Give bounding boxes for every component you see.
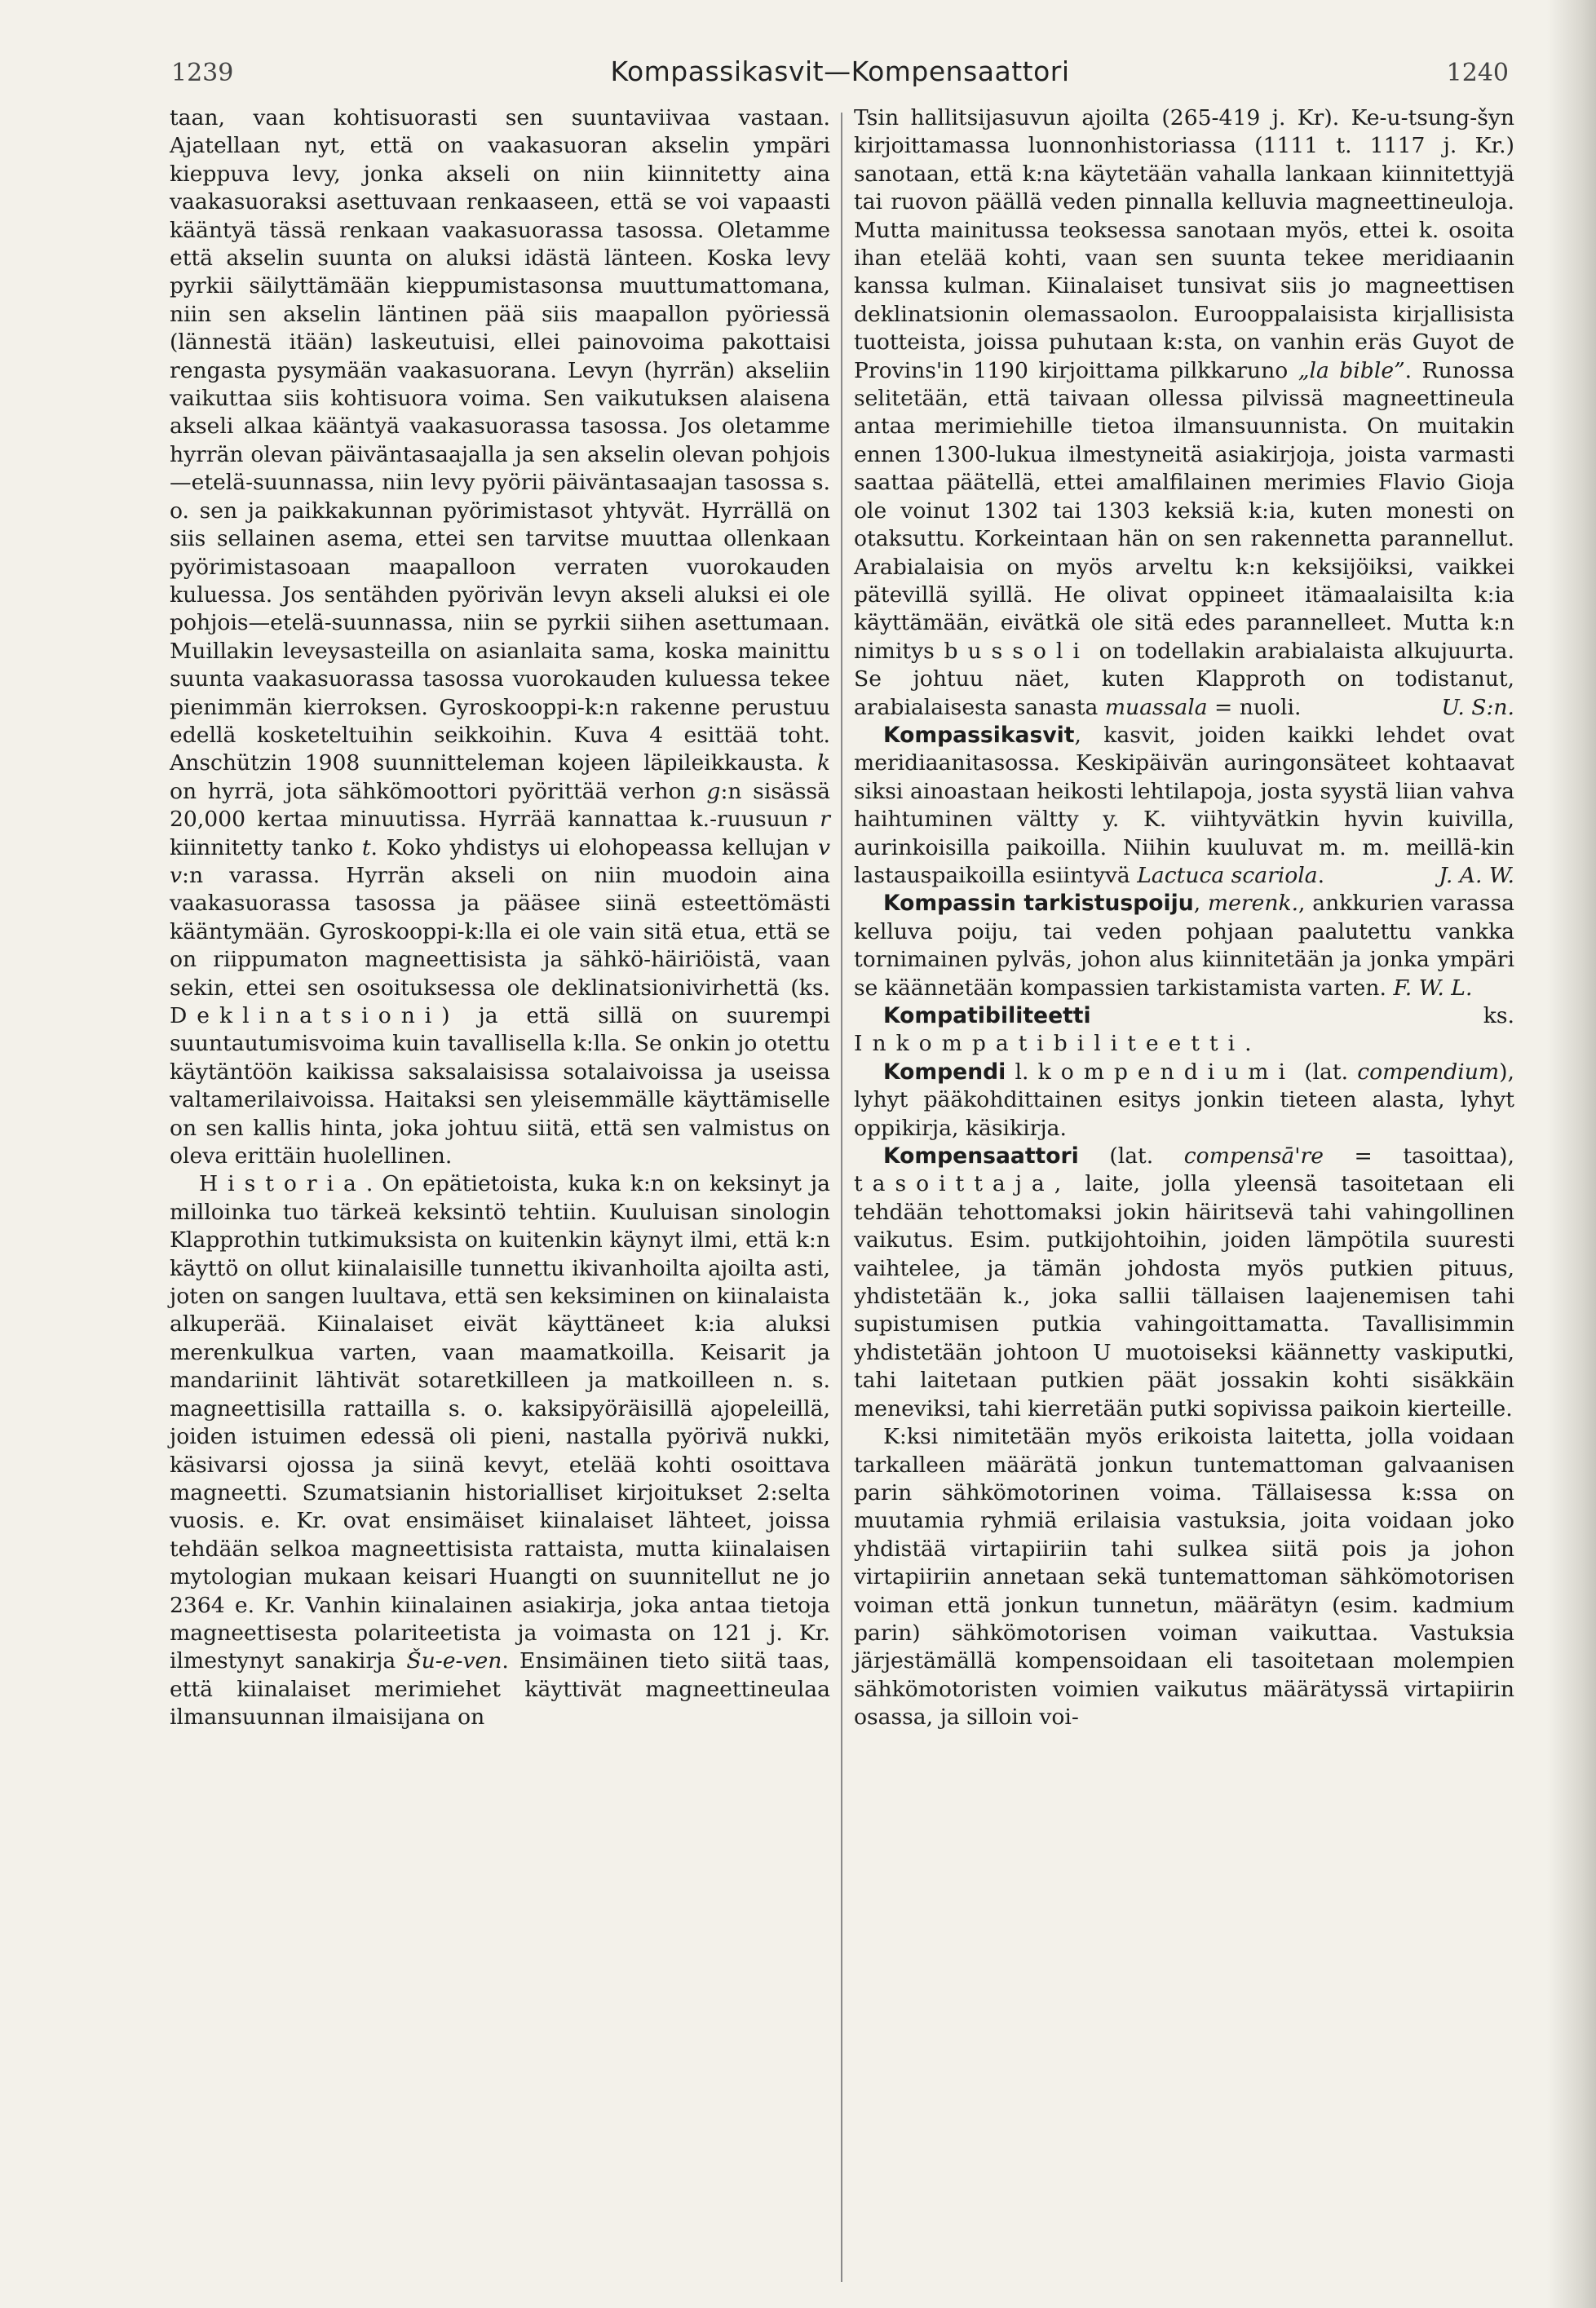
dictionary-title: Šu-e-ven: [406, 1648, 502, 1674]
scan-edge-shadow: [1547, 0, 1596, 2308]
finnish-term: tasoittaja: [854, 1171, 1054, 1197]
variant-term: kompendiumi: [1037, 1059, 1295, 1085]
kompensaattori-paragraph-2: K:ksi nimitetään myös erikoista laitetta, jolla voidaan tarkalleen määrätä jonkun tuntemattoman galvaanisen parin sähkömotorinen voima. Tällaisessa k:ssa on muutamia ryhmiä erilaisia vastuksia, joita voidaan joko yhdistää virtapiiriin tahi sulkea siitä pois ja johon virtapiiriin annetaan sekä tuntemattoman sähkömotorisen voiman että jonkun tunnetun, määrätyn (esim. kadmium parin) sähkömotorisen voiman vaikuttaa. Vastuksia järjestämällä kompensoidaan eli tasoitetaan molempien sähkömotoristen voimien vaikutus määrätyssä virtapiirin osassa, ja silloin voi-: [854, 1424, 1514, 1731]
right-column: [854, 104, 1514, 2290]
left-column: [170, 104, 830, 2290]
cross-reference: Inkompatibiliteetti: [854, 1031, 1245, 1057]
symbol-v2: v: [170, 862, 183, 888]
entry-heading: Kompassikasvit: [883, 722, 1075, 748]
author-signature: F. W. L.: [1393, 975, 1473, 1001]
page-number-right: 1240: [1446, 59, 1509, 87]
entry-kompassikasvit: Kompassikasvit, kasvit, joiden kaikki lehdet ovat meridiaanitasossa. Keskipäivän auringonsäteet kohtaavat siksi ainoastaan heikosti lehtilapoja, josta syystä liian vahva haihtuminen vältty y. K. viihtyvätkin hyvin kuivilla, aurinkoisilla paikoilla. Niihin kuuluvat m. m. meillä-kin lastauspaikoilla esiintyvä Lactuca scariola. J. A. W.: [854, 722, 1514, 890]
entry-kompendi: Kompendi l. kompendiumi (lat. compendium), lyhyt pääkohdittainen esitys jonkin tieteen alasta, lyhyt oppikirja, käsikirja.: [854, 1059, 1514, 1141]
cross-reference-deklinatsioni: Deklinatsioni: [170, 1003, 442, 1028]
poem-title: „la bible”: [1298, 357, 1405, 383]
page-number-left: 1239: [171, 59, 234, 87]
symbol-r: r: [820, 807, 830, 833]
history-heading: Historia: [199, 1171, 366, 1197]
column-divider: [841, 113, 842, 2282]
entry-kompatibiliteetti: Kompatibiliteetti ks. Inkompatibiliteetti.: [854, 1003, 1514, 1057]
entry-heading: Kompendi: [883, 1059, 1006, 1085]
symbol-v: v: [817, 834, 830, 860]
symbol-k: k: [816, 750, 830, 776]
entry-kompassin-tarkistuspoiju: Kompassin tarkistuspoiju, merenk., ankkurien varassa kelluva poiju, tai veden pohjaan paalutettu vankka tornimainen pylväs, johon alus kiinnitetään ja jonka ympäri se käännetään kompassien tarkistamista varten. F. W. L.: [854, 891, 1514, 1001]
species-name: Lactuca scariola: [1137, 862, 1318, 888]
entry-heading: Kompensaattori: [883, 1143, 1079, 1169]
entry-heading: Kompassin tarkistuspoiju: [883, 891, 1194, 917]
term-muassala: muassala: [1104, 694, 1208, 720]
history-continued: Tsin hallitsijasuvun ajoilta (265-419 j. Kr). Ke-u-tsung-šyn kirjoittamassa luonnonhistoriassa (1111 t. 1117 j. Kr.) sanotaan, että k:na käytetään vahalla lankaan kiinnitettyjä tai ruovon päällä veden pinnalla kelluvia magneettineuloja. Mutta mainitussa teoksessa sanotaan myös, ettei k. osoita ihan etelää kohti, vaan sen suunta tekee meridiaanin kanssa kulman. Kiinalaiset tunsivat siis jo magneettisen deklinatsionin olemassaolon. Eurooppalaisista kirjallisista tuotteista, joissa puhutaan k:sta, on vanhin eräs Guyot de Provins'in 1190 kirjoittama pilkkaruno „la bible”. Runossa selitetään, että taivaan ollessa pilvissä magneettineula antaa merimiehille tietoa ilmansuunnista. On muitakin ennen 1300-lukua ilmestyneitä asiakirjoja, joista varmasti saattaa päätellä, ettei amalfilainen merimies Flavio Gioja ole voinut 1302 tai 1303 keksiä k:ia, kuten monesti on otaksuttu. Korkeintaan hän on sen rakennetta parannellut. Arabialaisia on myös arveltu k:n keksijöiksi, vaikkei pätevillä syillä. He olivat oppineet itämaalaisilta k:ia käyttämään, eivätkä ole sitä edes parannelleet. Mutta k:n nimitys bussoli on todellakin arabialaista alkujuurta. Se johtuu näet, kuten Klapproth on todistanut, arabialaisesta sanasta muassala = nuoli. U. S:n.: [854, 104, 1514, 722]
entry-kompensaattori: Kompensaattori (lat. compensā're = tasoittaa), tasoittaja, laite, jolla yleensä tasoitetaan eli tehdään tehottomaksi jokin häiritsevä tahi vahingollinen vaikutus. Esim. putkijohtoihin, joiden lämpötila suuresti vaihtelee, ja tämän johdosta myös putkien pituus, yhdistetään k., joka sallii tällaisen laajenemisen tahi supistumisen putkia vahingoittamatta. Tavallisimmin yhdistetään johtoon U muotoiseksi käännetty vaskiputki, tahi laitetaan putkien päät jossakin kohti sisäkkäin meneviksi, tahi kierretään putki sopivissa paikoin kierteille.: [854, 1143, 1514, 1421]
symbol-g: g: [706, 778, 721, 804]
latin-term: compensā're: [1183, 1143, 1324, 1169]
page-header: [171, 51, 1509, 91]
entry-heading: Kompatibiliteetti: [883, 1003, 1091, 1028]
latin-term: compendium: [1357, 1059, 1500, 1085]
term-bussoli: bussoli: [944, 638, 1090, 664]
field-abbreviation: merenk.: [1207, 891, 1299, 917]
running-title: Kompassikasvit—Kompensaattori: [610, 55, 1070, 87]
gyrocompass-paragraph: taan, vaan kohtisuorasti sen suuntaviivaa vastaan. Ajatellaan nyt, että on vaakasuoran akselin ympäri kieppuva levy, jonka akseli on niin kiinnitetty aina vaakasuoraksi asettuvaan renkaaseen, että se voi vapaasti kääntyä tässä renkaan vaakasuorassa tasossa. Oletamme että akselin suunta on aluksi idästä länteen. Koska levy pyrkii säilyttämään kieppumistasonsa muuttumattomana, niin sen akselin läntinen pää siis maapallon pyöriessä (lännestä itään) laskeutuisi, ellei painovoima pakottaisi rengasta pysymään vaakasuorana. Levyn (hyrrän) akseliin vaikuttaa siis kohtisuora voima. Sen vaikutuksen alaisena akseli alkaa kääntyä vaakasuorassa tasossa. Jos oletamme hyrrän olevan päiväntasaajalla ja sen akselin olevan pohjois—etelä-suunnassa, niin levy pyörii päiväntasaajan tasossa s. o. sen ja paikkakunnan pyörimistasot yhtyvät. Hyrrällä on siis sellainen asema, ettei sen tarvitse muuttaa ollenkaan pyörimistasoaan maapalloon verraten vuorokauden kuluessa. Jos sentähden pyörivän levyn akseli aluksi ei ole pohjois—etelä-suunnassa, niin se pyrkii siihen asettumaan. Muillakin leveysasteilla on asianlaita sama, koska mainittu suunta vaakasuorassa tasossa vuorokauden kuluessa tekee pienimmän kierroksen. Gyroskooppi-k:n rakenne perustuu edellä kosketeltuihin seikkoihin. Kuva 4 esittää toht. Anschützin 1908 suunnitteleman kojeen läpileikkausta. k on hyrrä, jota sähkömoottori pyörittää verhon g:n sisässä 20,000 kertaa minuutissa. Hyrrää kannattaa k.-ruusuun r kiinnitetty tanko t. Koko yhdistys ui elohopeassa kellujan v v:n varassa. Hyrrän akseli on niin muodoin aina vaakasuorassa tasossa ja pääsee siinä esteettömästi kääntymään. Gyroskooppi-k:lla ei ole vain sitä etua, että se on riippumaton magneettisista ja sähkö-häiriöistä, vaan sekin, ettei sen osoituksessa ole deklinatsionivirhettä (ks. Deklinatsioni) ja että sillä on suurempi suuntautumisvoima kuin tavallisella k:lla. Se onkin jo otettu käytäntöön kaikissa saksalaisissa sotalaivoissa ja useissa valtamerilaivoissa. Haitaksi sen yleisemmälle käyttämiselle on sen kallis hinta, joka johtuu siitä, että sen valmistus on oleva erittäin huolellinen.: [170, 105, 830, 1169]
author-signature: J. A. W.: [1439, 862, 1514, 888]
symbol-t: t: [361, 834, 371, 860]
author-signature: U. S:n.: [1441, 694, 1514, 720]
history-paragraph: Historia. On epätietoista, kuka k:n on keksinyt ja milloinka tuo tärkeä keksintö tehtiin. Kuuluisan sinologin Klapprothin tutkimuksista on kuitenkin käynyt ilmi, että k:n käyttö on ollut kiinalaisille tunnettu ikivanhoilta ajoilta asti, joten on sangen luultava, että sen keksiminen on kiinalaista alkuperää. Kiinalaiset eivät käyttäneet k:ia aluksi merenkulkua varten, vaan maamatkoilla. Keisarit ja mandariinit lähtivät sotaretkilleen ja matkoilleen n. s. magneettisilla rattailla s. o. kaksipyöräisillä ajopeleillä, joiden istuimen edessä oli pieni, nastalla pyörivä nukki, käsivarsi ojossa ja siinä kevyt, etelää kohti osoittava magneetti. Szumatsianin historialliset kirjoitukset 2:selta vuosis. e. Kr. ovat ensimäiset kiinalaiset lähteet, joissa tehdään selkoa magneettisista rattaista, mutta kiinalaisen mytologian mukaan keisari Huangti on suunnitellut ne jo 2364 e. Kr. Vanhin kiinalainen asiakirja, joka antaa tietoja magneettisesta polariteetista ja voimasta on 121 j. Kr. ilmestynyt sanakirja Šu-e-ven. Ensimäinen tieto siitä taas, että kiinalaiset merimiehet käyttivät magneettineulaa ilmansuunnan ilmaisijana on: [170, 1171, 830, 1731]
